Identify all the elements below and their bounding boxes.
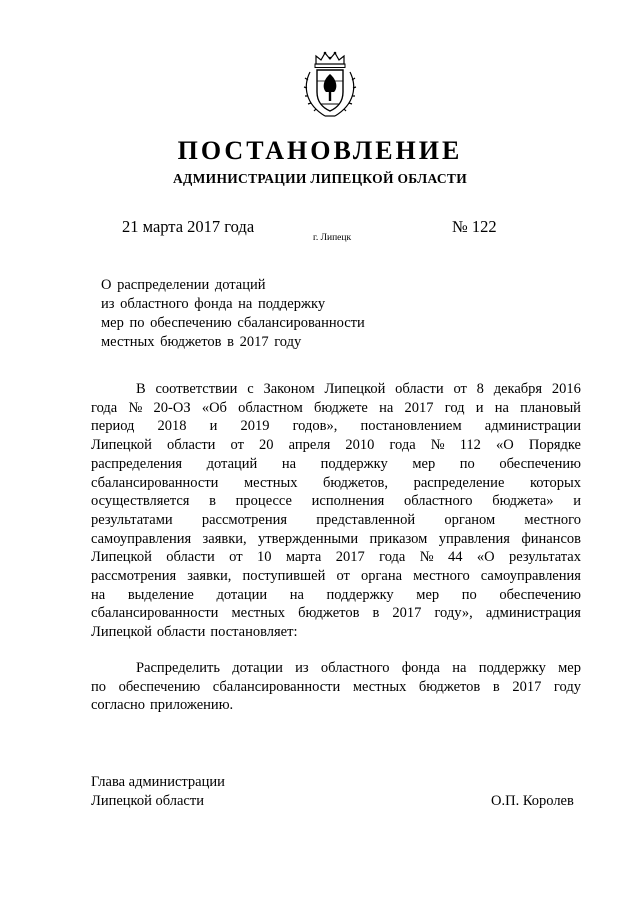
signatory-position [91,773,225,810]
document-subject [101,276,421,352]
signatory-name: О.П. Королев [491,793,574,809]
paragraph-preamble [91,380,581,642]
text-line: согласно приложению. [91,697,234,714]
document-body [91,380,581,715]
document-date: 21 марта 2017 года [122,217,255,236]
text-line: Липецкой области от 20 апреля 2010 года № 112 «О Порядке [91,437,581,454]
text-line: Распределить дотации из областного фонда на поддержку мер [136,659,581,676]
text-line: период 2018 и 2019 годов», постановлением администрации [91,418,581,435]
document-number: № 122 [452,217,497,236]
subject-line: из областного фонда на поддержку [101,296,326,312]
text-line: самоуправления заявки, утвержденными приказом управления финансов [91,530,581,547]
issuing-authority: АДМИНИСТРАЦИИ ЛИПЕЦКОЙ ОБЛАСТИ [172,171,468,186]
document-title: ПОСТАНОВЛЕНИЕ [177,136,463,165]
text-line: сбалансированности местных бюджетов в 2017 году», администрация [91,605,581,622]
subject-line: О распределении дотаций [101,277,266,293]
text-line: результатами рассмотрения представленной органом местного [91,511,581,528]
text-line: рассмотрения заявки, поступившей от органа местного самоуправления [91,568,581,585]
paragraph-resolution [91,659,581,715]
text-line: по обеспечению сбалансированности местных бюджетов в 2017 году [91,678,581,695]
subject-line: местных бюджетов в 2017 году [101,334,302,350]
position-line: Липецкой области [91,792,204,809]
position-line: Глава администрации [91,774,225,790]
text-line: Липецкой области от 10 марта 2017 года № 44 «О результатах [91,549,581,566]
text-line: сбалансированности местных бюджетов, распределение которых [91,474,581,491]
text-line: Липецкой области постановляет: [91,624,298,641]
text-line: распределения дотаций на поддержку мер по обеспечению [91,455,581,472]
coat-of-arms-icon [301,50,359,120]
document-place: г. Липецк [313,233,352,243]
text-line: В соответствии с Законом Липецкой области от 8 декабря 2016 [136,381,581,397]
subject-line: мер по обеспечению сбалансированности [101,315,365,331]
text-line: года № 20-ОЗ «Об областном бюджете на 2017 год и на плановый [91,399,581,416]
text-line: осуществляется в процессе исполнения областного бюджета» и [91,493,581,510]
text-line: на выделение дотации на поддержку мер по обеспечению [91,586,581,603]
